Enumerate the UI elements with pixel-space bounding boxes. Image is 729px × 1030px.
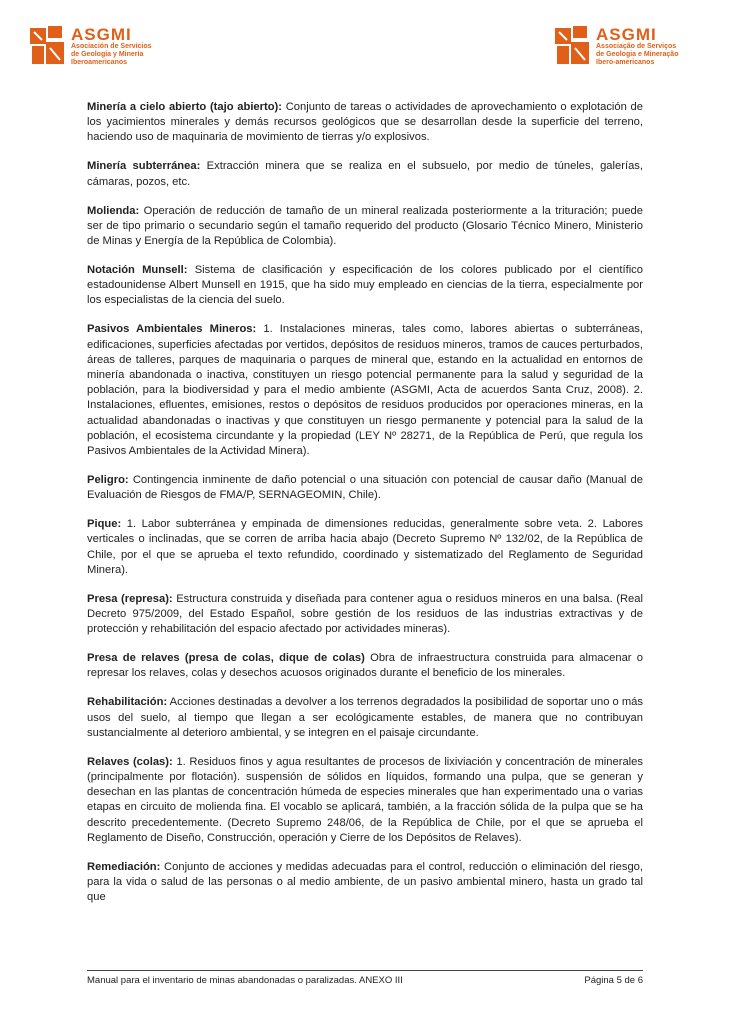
glossary-term: Pique: <box>87 518 122 531</box>
glossary-entry-presa <box>87 592 643 638</box>
glossary-term: Presa (represa): <box>87 592 173 605</box>
glossary-entry-notacion-munsell <box>87 263 643 309</box>
footer-page-number: Página 5 de 6 <box>584 975 643 986</box>
glossary-definition: Obra de infraestructura construida para almacenar o represar los relaves, colas y desechos acuosos originados durante el beneficio de los minerales. <box>87 652 644 680</box>
glossary-definition: Estructura construida y diseñada para contener agua o residuos mineros en una balsa. (Real Decreto 975/2009, del Estado Español, sobre gestión de los residuos de las industrias extractivas y de protección y rehabilitación del espacio afectado por actividades mineras). <box>87 592 643 636</box>
logo-left <box>28 24 152 68</box>
glossary-content <box>87 100 643 919</box>
logo-name: ASGMI <box>71 25 132 44</box>
footer-document-title: Manual para el inventario de minas abandonadas o paralizadas. ANEXO III <box>87 975 403 986</box>
glossary-entry-mineria-subterranea <box>87 159 643 189</box>
glossary-definition: Acciones destinadas a devolver a los terrenos degradados la posibilidad de soportar uno o más usos del suelo, al tiempo que llegan a ser ecológicamente estables, de manera que no contribuyan sustancialmente al deterioro ambiental, y se integren en el paisaje circundante. <box>87 696 643 739</box>
glossary-entry-pasivos-ambientales <box>87 322 643 459</box>
glossary-entry-relaves <box>87 755 643 846</box>
asgmi-logo-icon <box>28 24 68 68</box>
glossary-entry-pique <box>87 517 643 578</box>
glossary-term: Peligro: <box>87 474 129 487</box>
glossary-entry-remediacion <box>87 860 643 906</box>
glossary-term: Relaves (colas): <box>87 755 173 768</box>
glossary-entry-molienda <box>87 204 643 250</box>
glossary-term: Remediación: <box>87 860 161 873</box>
logo-name: ASGMI <box>596 25 657 44</box>
glossary-term: Molienda: <box>87 204 140 217</box>
glossary-entry-rehabilitacion <box>87 695 643 741</box>
logo-subtitle-line3: Iberoamericanos <box>71 59 128 66</box>
glossary-term: Presa de relaves (presa de colas, dique de colas) <box>87 652 365 665</box>
logo-right <box>553 24 678 68</box>
glossary-definition: 1. Residuos finos y agua resultantes de procesos de lixiviación y concentración de minerales (principalmente por flotación). suspensión de sólidos en líquidos, formando una pulpa, que se generan y desechan en las plantas de concentración húmeda de especies minerales que han experimentado una o varias etapas en circuito de molienda fina. El vocablo se aplicará, también, a la fracción sólida de la pulpa que se ha descrito precedentemente. (Decreto Supremo 248/06, de la República de Chile, por el que se aprueba el Reglamento de Diseño, Construcción, operación y Cierre de los Depósitos de Relaves). <box>87 755 643 844</box>
glossary-entry-presa-relaves <box>87 651 643 681</box>
glossary-definition: Operación de reducción de tamaño de un mineral realizada posteriormente a la trituración; puede ser de tipo primario o secundario según el tamaño requerido del producto (Glosario Técnico Minero, Ministerio de Minas y Energía de la República de Colombia). <box>87 204 643 248</box>
glossary-definition: Conjunto de tareas o actividades de aprovechamiento o explotación de los yacimientos minerales y demás recursos geológicos que se desarrollan desde la superficie del terreno, haciendo uso de maquinaria de movimiento de tierras y/o explosivos. <box>87 101 643 144</box>
glossary-term: Minería subterránea: <box>87 160 201 173</box>
asgmi-logo-icon <box>553 24 593 68</box>
glossary-definition: Sistema de clasificación y especificación de los colores publicado por el científico estadounidense Albert Munsell en 1915, que ha sido muy empleado en ciencias de la tierra, especialmente por los especialistas de la ciencia del suelo. <box>87 264 643 307</box>
glossary-term: Minería a cielo abierto (tajo abierto): <box>87 101 283 113</box>
glossary-definition: 1. Labor subterránea y empinada de dimensiones reducidas, generalmente sobre veta. 2. Labores verticales o inclinadas, que se corren de arriba hacia abajo (Decreto Supremo Nº 132/02, de la República de Chile, por el que se aprueba el texto refundido, coordinado y sistematizado del Reglamento de Seguridad Minera). <box>87 518 643 576</box>
glossary-entry-peligro <box>87 473 643 503</box>
glossary-definition: 1. Instalaciones mineras, tales como, labores abiertas o subterráneas, edificaciones, superficies afectadas por vertidos, depósitos de residuos mineros, tramos de cauces perturbados, áreas de talleres, parques de maquinaria o parques de mineral que, estando en la actualidad en entornos de minería abandonada o inactiva, constituyen un riesgo potencial permanente para la salud y seguridad de la población, para la biodiversidad y para el medio ambiente (ASGMI, Acta de acuerdos Santa Cruz, 2008). 2. Instalaciones, efluentes, emisiones, restos o depósitos de residuos producidos por operaciones mineras, en la actualidad abandonadas o inactivas y que constituyen un riesgo permanente y potencial para la salud de la población, el ecosistema circundante y la propiedad (LEY Nº 28271, de la República de Perú, que regula los Pasivos Ambientales de la Actividad Minera). <box>87 323 643 458</box>
logo-subtitle-line2: de Geologia e Mineração <box>596 51 679 58</box>
logo-subtitle-line1: Asociación de Servicios <box>71 43 152 50</box>
logo-subtitle-line3: Ibero-americanos <box>596 59 655 66</box>
logo-subtitle-line2: de Geología y Minería <box>71 51 144 58</box>
page-footer <box>87 970 643 986</box>
glossary-term: Rehabilitación: <box>87 696 168 709</box>
glossary-term: Pasivos Ambientales Mineros: <box>87 323 257 336</box>
logo-subtitle-line1: Associação de Serviços <box>596 43 677 50</box>
glossary-definition: Extracción minera que se realiza en el subsuelo, por medio de túneles, galerías, cámaras, pozos, etc. <box>87 160 643 188</box>
glossary-entry-mineria-cielo-abierto <box>87 100 643 146</box>
glossary-definition: Contingencia inminente de daño potencial o una situación con potencial de causar daño (Manual de Evaluación de Riesgos de FMA/P, SERNAGEOMIN, Chile). <box>87 474 643 502</box>
glossary-term: Notación Munsell: <box>87 264 188 277</box>
glossary-definition: Conjunto de acciones y medidas adecuadas para el control, reducción o eliminación del riesgo, para la vida o salud de las personas o al medio ambiente, de un pasivo ambiental minero, hasta un grado tal que <box>87 860 643 904</box>
